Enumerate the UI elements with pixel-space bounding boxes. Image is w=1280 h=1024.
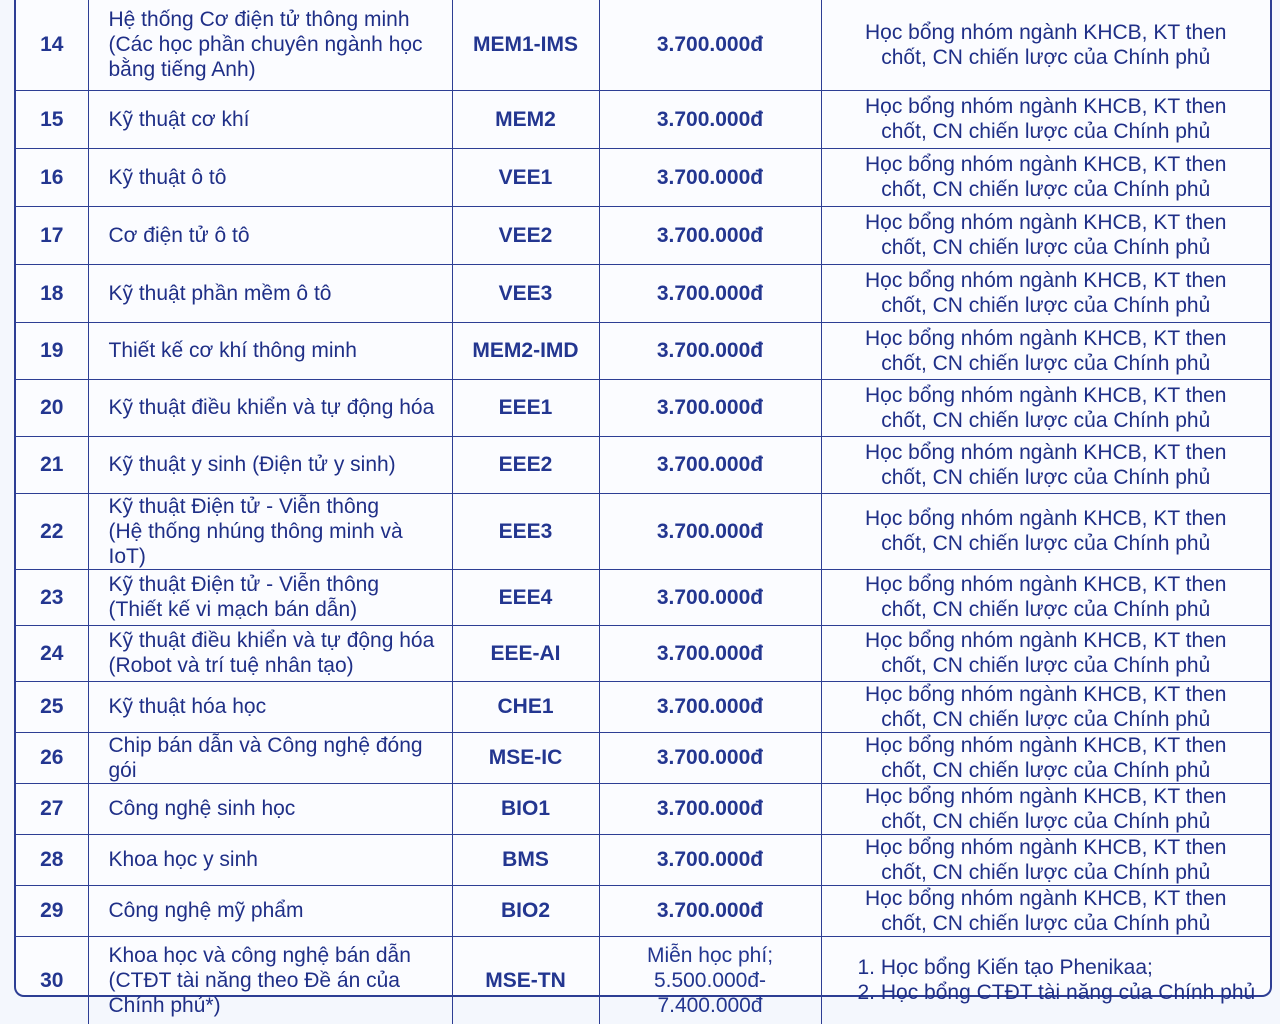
program-code: MSE-TN: [452, 936, 599, 1024]
scholarship-cell: [821, 206, 1270, 264]
table-row: [16, 322, 1270, 379]
scholarship-line: Học bổng nhóm ngành KHCB, KT then: [864, 682, 1227, 706]
program-name-line: (CTĐT tài năng theo Đề án của: [108, 968, 400, 992]
program-name-line: Kỹ thuật điều khiển và tự động hóa: [108, 396, 435, 419]
program-name-line: Chip bán dẫn và Công nghệ đóng gói: [108, 733, 423, 782]
program-name-line: (Thiết kế vi mạch bán dẫn): [108, 598, 358, 621]
row-number: 20: [16, 379, 88, 436]
tuition-fee-cell: [599, 90, 821, 148]
program-name-line: Kỹ thuật cơ khí: [108, 107, 250, 131]
program-name-line: Công nghệ mỹ phẩm: [108, 899, 304, 922]
tuition-fee-line: 3.700.000đ: [656, 281, 764, 305]
program-name-line: Thiết kế cơ khí thông minh: [108, 339, 357, 362]
tuition-fee-cell: [599, 681, 821, 732]
tuition-fee-cell: [599, 936, 821, 1024]
scholarship-line: chốt, CN chiến lược của Chính phủ: [881, 654, 1211, 677]
scholarship-line: Học bổng nhóm ngành KHCB, KT then: [864, 573, 1227, 596]
program-code: VEE1: [452, 148, 599, 206]
table-row: [16, 625, 1270, 681]
program-name-line: (Các học phần chuyên ngành học: [108, 33, 423, 57]
tuition-fee-line: 3.700.000đ: [656, 165, 764, 189]
tuition-fee-cell: [599, 569, 821, 625]
scholarship-cell: [821, 681, 1270, 732]
tuition-fee-line: 3.700.000đ: [656, 899, 764, 922]
tuition-fee-cell: [599, 834, 821, 885]
program-name-cell: [88, 625, 452, 681]
scholarship-cell: [821, 0, 1270, 90]
scholarship-cell: [821, 379, 1270, 436]
table-row: [16, 0, 1270, 90]
scholarship-line: 2. Học bổng CTĐT tài năng của Chính phủ: [857, 981, 1256, 1005]
scholarship-line: chốt, CN chiến lược của Chính phủ: [881, 532, 1211, 555]
program-name-cell: [88, 732, 452, 783]
tuition-fee-cell: [599, 885, 821, 936]
tuition-fee-line: 3.700.000đ: [656, 519, 764, 543]
program-name-cell: [88, 681, 452, 732]
scholarship-cell: [821, 885, 1270, 936]
table-row: [16, 90, 1270, 148]
scholarship-cell: [821, 148, 1270, 206]
program-name-cell: [88, 493, 452, 569]
table-row: [16, 681, 1270, 732]
tuition-fee-line: Miễn học phí;: [646, 943, 774, 967]
program-name-line: Hệ thống Cơ điện tử thông minh: [108, 8, 410, 32]
scholarship-line: chốt, CN chiến lược của Chính phủ: [881, 45, 1211, 69]
program-code: BIO2: [452, 885, 599, 936]
row-number: 21: [16, 436, 88, 493]
program-name-cell: [88, 379, 452, 436]
table-row: [16, 148, 1270, 206]
scholarship-line: chốt, CN chiến lược của Chính phủ: [881, 758, 1211, 782]
scholarship-cell: [821, 732, 1270, 783]
program-code: BMS: [452, 834, 599, 885]
tuition-fee-line: 5.500.000đ-: [653, 968, 767, 992]
program-code: EEE2: [452, 436, 599, 493]
row-number: 24: [16, 625, 88, 681]
scholarship-line: Học bổng nhóm ngành KHCB, KT then: [864, 886, 1227, 910]
scholarship-line: Học bổng nhóm ngành KHCB, KT then: [864, 383, 1227, 407]
tuition-fee-cell: [599, 436, 821, 493]
program-name-line: Kỹ thuật ô tô: [108, 165, 227, 189]
scholarship-line: Học bổng nhóm ngành KHCB, KT then: [864, 835, 1227, 859]
program-name-cell: [88, 783, 452, 834]
tuition-fee-line: 3.700.000đ: [656, 453, 764, 476]
program-name-cell: [88, 322, 452, 379]
row-number: 28: [16, 834, 88, 885]
tuition-fee-cell: [599, 625, 821, 681]
scholarship-cell: [821, 625, 1270, 681]
program-name-cell: [88, 206, 452, 264]
tuition-fee-line: 3.700.000đ: [656, 33, 764, 57]
row-number: 15: [16, 90, 88, 148]
scholarship-cell: [821, 834, 1270, 885]
scholarship-line: Học bổng nhóm ngành KHCB, KT then: [864, 95, 1227, 118]
row-number: 16: [16, 148, 88, 206]
tuition-fee-line: 3.700.000đ: [656, 695, 764, 718]
scholarship-line: Học bổng nhóm ngành KHCB, KT then: [864, 211, 1227, 234]
scholarship-cell: [821, 90, 1270, 148]
scholarship-line: Học bổng nhóm ngành KHCB, KT then: [864, 629, 1227, 652]
tuition-fee-cell: [599, 493, 821, 569]
program-code: EEE3: [452, 493, 599, 569]
scholarship-cell: [821, 493, 1270, 569]
table-row: [16, 206, 1270, 264]
program-code: CHE1: [452, 681, 599, 732]
program-code: MEM2: [452, 90, 599, 148]
tuition-fee-line: 3.700.000đ: [656, 848, 764, 871]
row-number: 29: [16, 885, 88, 936]
tuition-fee-cell: [599, 783, 821, 834]
tuition-fee-cell: [599, 379, 821, 436]
scholarship-cell: [821, 569, 1270, 625]
program-name-cell: [88, 90, 452, 148]
scholarship-line: Học bổng nhóm ngành KHCB, KT then: [864, 153, 1227, 176]
table-row: [16, 936, 1270, 1024]
table-row: [16, 264, 1270, 322]
row-number: 22: [16, 493, 88, 569]
scholarship-line: Học bổng nhóm ngành KHCB, KT then: [864, 326, 1227, 350]
scholarship-line: chốt, CN chiến lược của Chính phủ: [881, 120, 1211, 143]
program-name-line: Kỹ thuật Điện tử - Viễn thông: [108, 573, 379, 596]
scholarship-cell: [821, 264, 1270, 322]
row-number: 18: [16, 264, 88, 322]
program-name-line: Công nghệ sinh học: [108, 797, 296, 820]
program-code: BIO1: [452, 783, 599, 834]
tuition-fee-line: 7.400.000đ: [657, 993, 763, 1017]
program-code: MEM1-IMS: [452, 0, 599, 90]
table-row: [16, 834, 1270, 885]
scholarship-line: Học bổng nhóm ngành KHCB, KT then: [864, 440, 1227, 464]
program-name-line: Kỹ thuật phần mềm ô tô: [108, 281, 332, 305]
program-name-cell: [88, 0, 452, 90]
table-row: [16, 436, 1270, 493]
scholarship-line: chốt, CN chiến lược của Chính phủ: [881, 860, 1211, 884]
scholarship-line: chốt, CN chiến lược của Chính phủ: [881, 178, 1211, 201]
program-name-line: (Hệ thống nhúng thông minh và IoT): [108, 519, 403, 568]
table-body: [16, 0, 1270, 1024]
row-number: 17: [16, 206, 88, 264]
tuition-fee-line: 3.700.000đ: [656, 797, 764, 820]
tuition-fee-cell: [599, 264, 821, 322]
tuition-table: [16, 0, 1270, 1024]
scholarship-line: chốt, CN chiến lược của Chính phủ: [881, 236, 1211, 259]
program-name-cell: [88, 436, 452, 493]
program-name-line: Khoa học và công nghệ bán dẫn: [108, 943, 411, 967]
program-code: VEE3: [452, 264, 599, 322]
program-name-line: Cơ điện tử ô tô: [108, 223, 250, 247]
scholarship-line: Học bổng nhóm ngành KHCB, KT then: [864, 784, 1227, 808]
scholarship-line: 1. Học bổng Kiến tạo Phenikaa;: [857, 956, 1153, 980]
tuition-fee-line: 3.700.000đ: [656, 585, 764, 609]
row-number: 26: [16, 732, 88, 783]
tuition-fee-cell: [599, 148, 821, 206]
scholarship-cell: [821, 322, 1270, 379]
program-code: EEE1: [452, 379, 599, 436]
scholarship-line: chốt, CN chiến lược của Chính phủ: [881, 465, 1211, 489]
scholarship-line: chốt, CN chiến lược của Chính phủ: [881, 351, 1211, 375]
program-code: MEM2-IMD: [452, 322, 599, 379]
tuition-fee-line: 3.700.000đ: [656, 223, 764, 247]
scholarship-line: Học bổng nhóm ngành KHCB, KT then: [864, 733, 1227, 757]
program-name-line: Khoa học y sinh: [108, 848, 258, 871]
table-row: [16, 732, 1270, 783]
row-number: 23: [16, 569, 88, 625]
tuition-fee-line: 3.700.000đ: [656, 641, 764, 665]
tuition-fee-cell: [599, 732, 821, 783]
table-row: [16, 379, 1270, 436]
program-name-line: Kỹ thuật điều khiển và tự động hóa: [108, 629, 435, 652]
tuition-fee-cell: [599, 322, 821, 379]
scholarship-line: chốt, CN chiến lược của Chính phủ: [881, 294, 1211, 317]
program-name-cell: [88, 834, 452, 885]
scholarship-line: chốt, CN chiến lược của Chính phủ: [881, 598, 1211, 621]
program-code: VEE2: [452, 206, 599, 264]
table-row: [16, 493, 1270, 569]
program-name-line: Kỹ thuật y sinh (Điện tử y sinh): [108, 453, 396, 476]
scholarship-line: Học bổng nhóm ngành KHCB, KT then: [864, 269, 1227, 292]
scholarship-cell: [821, 436, 1270, 493]
program-name-line: Kỹ thuật Điện tử - Viễn thông: [108, 494, 379, 518]
scholarship-line: chốt, CN chiến lược của Chính phủ: [881, 707, 1211, 731]
tuition-fee-line: 3.700.000đ: [656, 746, 764, 769]
program-name-cell: [88, 936, 452, 1024]
program-name-cell: [88, 885, 452, 936]
tuition-table-container: [14, 0, 1272, 1017]
program-name-line: bằng tiếng Anh): [108, 58, 256, 82]
scholarship-line: chốt, CN chiến lược của Chính phủ: [881, 809, 1211, 833]
tuition-fee-cell: [599, 206, 821, 264]
scholarship-line: chốt, CN chiến lược của Chính phủ: [881, 911, 1211, 935]
tuition-fee-cell: [599, 0, 821, 90]
table-row: [16, 885, 1270, 936]
program-name-cell: [88, 264, 452, 322]
program-name-line: (Robot và trí tuệ nhân tạo): [108, 654, 354, 677]
program-name-cell: [88, 569, 452, 625]
tuition-fee-line: 3.700.000đ: [656, 339, 764, 362]
tuition-fee-line: 3.700.000đ: [656, 107, 764, 131]
row-number: 19: [16, 322, 88, 379]
program-name-line: Chính phủ*): [108, 993, 221, 1017]
row-number: 14: [16, 0, 88, 90]
scholarship-line: chốt, CN chiến lược của Chính phủ: [881, 408, 1211, 432]
row-number: 30: [16, 936, 88, 1024]
scholarship-cell: [821, 783, 1270, 834]
row-number: 25: [16, 681, 88, 732]
tuition-fee-line: 3.700.000đ: [656, 396, 764, 419]
scholarship-cell: [821, 936, 1270, 1024]
scholarship-line: Học bổng nhóm ngành KHCB, KT then: [864, 507, 1227, 530]
table-row: [16, 569, 1270, 625]
program-code: EEE-AI: [452, 625, 599, 681]
scholarship-line: Học bổng nhóm ngành KHCB, KT then: [864, 20, 1227, 44]
row-number: 27: [16, 783, 88, 834]
program-code: EEE4: [452, 569, 599, 625]
program-name-line: Kỹ thuật hóa học: [108, 695, 267, 718]
program-code: MSE-IC: [452, 732, 599, 783]
program-name-cell: [88, 148, 452, 206]
table-row: [16, 783, 1270, 834]
